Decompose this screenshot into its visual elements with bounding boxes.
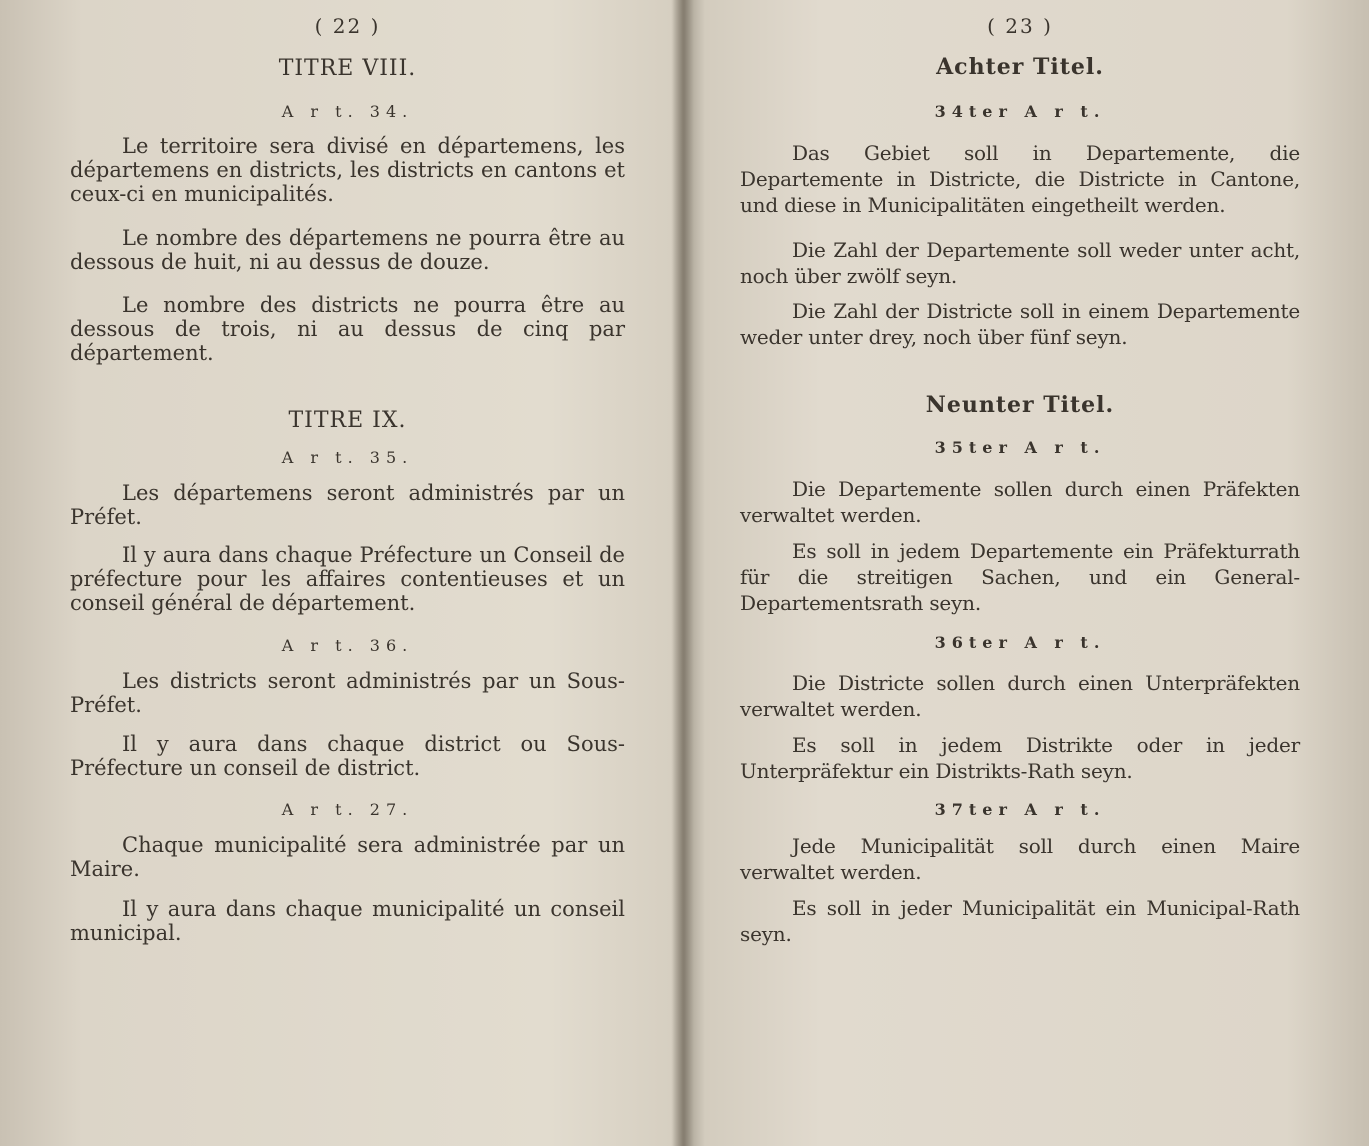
paragraph: Le nombre des départemens ne pourra être au dessous de huit, ni au dessus de douze. [70, 226, 625, 274]
paragraph: Das Gebiet soll in Departemente, die Departemente in Districte, die Districte in Cantone, und diese in Municipalitäten eingetheilt werden. [740, 141, 1300, 217]
left-page [70, 0, 625, 1146]
page-number: ( 23 ) [987, 14, 1053, 38]
paragraph: Die Districte sollen durch einen Unterpräfekten verwaltet werden. [740, 671, 1300, 721]
article-heading: A r t. 35. [281, 448, 414, 467]
section-title: Neunter Titel. [925, 392, 1115, 418]
paragraph: Il y aura dans chaque district ou Sous-Préfecture un conseil de district. [70, 732, 625, 780]
article-heading: A r t. 34. [281, 102, 414, 121]
paragraph: Jede Municipalität soll durch einen Maire verwaltet werden. [740, 834, 1300, 884]
article-heading: 36ter A r t. [934, 633, 1106, 652]
article-heading: 37ter A r t. [934, 800, 1106, 819]
paragraph: Le nombre des districts ne pourra être au dessous de trois, ni au dessus de cinq par département. [70, 293, 625, 365]
paragraph: Le territoire sera divisé en départemens, les départemens en districts, les districts en cantons et ceux-ci en municipalités. [70, 134, 625, 206]
paragraph: Les départemens seront administrés par un Préfet. [70, 481, 625, 529]
paragraph: Die Departemente sollen durch einen Präfekten verwaltet werden. [740, 477, 1300, 527]
paragraph: Es soll in jedem Departemente ein Präfekturrath für die streitigen Sachen, und ein General-Departementsrath seyn. [740, 539, 1300, 615]
article-heading: 34ter A r t. [934, 102, 1106, 121]
right-page [740, 0, 1300, 1146]
article-heading: A r t. 36. [281, 636, 414, 655]
section-title: TITRE VIII. [278, 56, 417, 81]
paragraph: Il y aura dans chaque municipalité un conseil municipal. [70, 897, 625, 945]
article-heading: A r t. 27. [281, 800, 414, 819]
article-heading: 35ter A r t. [934, 438, 1106, 457]
paragraph: Die Zahl der Departemente soll weder unter acht, noch über zwölf seyn. [740, 238, 1300, 288]
page-number: ( 22 ) [314, 14, 381, 38]
paragraph: Es soll in jedem Distrikte oder in jeder Unterpräfektur ein Distrikts-Rath seyn. [740, 733, 1300, 783]
paragraph: Chaque municipalité sera administrée par un Maire. [70, 833, 625, 881]
section-title: TITRE IX. [288, 408, 407, 433]
paragraph: Die Zahl der Districte soll in einem Departemente weder unter drey, noch über fünf seyn. [740, 299, 1300, 349]
section-title: Achter Titel. [936, 54, 1104, 80]
paragraph: Es soll in jeder Municipalität ein Municipal-Rath seyn. [740, 896, 1300, 946]
book-gutter [672, 0, 694, 1146]
paragraph: Les districts seront administrés par un Sous-Préfet. [70, 669, 625, 717]
paragraph: Il y aura dans chaque Préfecture un Conseil de préfecture pour les affaires contentieuses et un conseil général de département. [70, 543, 625, 615]
